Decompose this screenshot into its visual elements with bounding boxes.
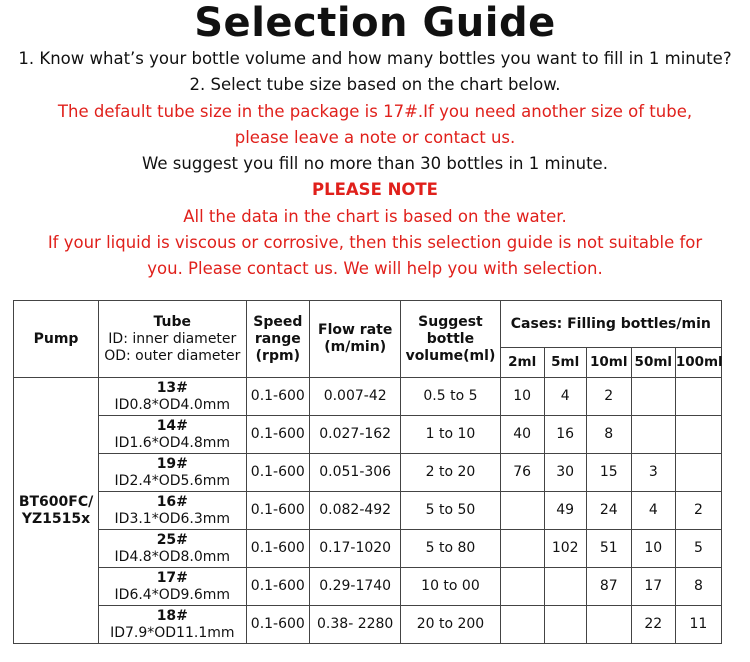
speed-cell: 0.1-600	[246, 378, 310, 416]
case-cell-10ml: 15	[586, 454, 631, 492]
case-cell-10ml: 8	[586, 416, 631, 454]
bottle-volume-cell: 5 to 80	[401, 530, 500, 568]
table-header-row	[14, 301, 722, 348]
case-cell-5ml: 16	[544, 416, 586, 454]
case-cell-50ml	[631, 416, 675, 454]
tube-size: ID3.1*OD6.3mm	[114, 510, 231, 527]
case-cell-50ml: 4	[631, 492, 675, 530]
selection-table	[13, 300, 722, 644]
header-speed	[246, 301, 310, 378]
pump-model-line: YZ1515x	[21, 510, 91, 527]
tube-number: 25#	[156, 531, 188, 548]
case-cell-2ml	[500, 568, 544, 606]
header-tube-title: Tube	[153, 313, 192, 330]
flow-rate-cell: 0.051-306	[310, 454, 401, 492]
header-cases: Cases: Filling bottles/min	[500, 301, 721, 348]
table-row	[14, 492, 722, 530]
suggestion-line: We suggest you fill no more than 30 bottles in 1 minute.	[142, 154, 608, 174]
instruction-line: 2. Select tube size based on the chart below.	[189, 75, 561, 95]
page-title: Selection Guide	[194, 0, 556, 46]
tube-size: ID7.9*OD11.1mm	[110, 624, 235, 641]
speed-cell: 0.1-600	[246, 530, 310, 568]
tube-number: 14#	[156, 417, 188, 434]
water-note: All the data in the chart is based on the water.	[183, 206, 567, 226]
flow-rate-cell: 0.17-1020	[310, 530, 401, 568]
case-cell-10ml	[586, 606, 631, 644]
speed-cell: 0.1-600	[246, 416, 310, 454]
tube-size: ID1.6*OD4.8mm	[114, 434, 231, 451]
tube-number: 17#	[156, 569, 188, 586]
speed-cell: 0.1-600	[246, 492, 310, 530]
case-cell-5ml: 102	[544, 530, 586, 568]
tube-size: ID4.8*OD8.0mm	[114, 548, 231, 565]
instruction-line: 1. Know what’s your bottle volume and how many bottles you want to fill in 1 minute?	[18, 49, 732, 68]
flow-rate-cell: 0.007-42	[310, 378, 401, 416]
header-case-2ml: 2ml	[500, 348, 544, 378]
case-cell-50ml: 22	[631, 606, 675, 644]
bottle-volume-cell: 10 to 00	[401, 568, 500, 606]
case-cell-5ml	[544, 568, 586, 606]
tube-number: 18#	[156, 607, 188, 624]
case-cell-2ml	[500, 530, 544, 568]
header-flow-1: Flow rate	[318, 322, 393, 338]
case-cell-2ml: 40	[500, 416, 544, 454]
tube-number: 19#	[156, 455, 188, 472]
viscous-note: If your liquid is viscous or corrosive, then this selection guide is not suitable for	[47, 233, 703, 253]
tube-size: ID2.4*OD5.6mm	[114, 472, 231, 489]
case-cell-100ml: 11	[675, 606, 721, 644]
header-tube-od: OD: outer diameter	[104, 347, 241, 364]
case-cell-100ml: 5	[675, 530, 721, 568]
tube-cell	[99, 416, 247, 454]
tube-size: ID6.4*OD9.6mm	[114, 586, 231, 603]
case-cell-5ml: 49	[544, 492, 586, 530]
bottle-volume-cell: 5 to 50	[401, 492, 500, 530]
header-case-5ml: 5ml	[544, 348, 586, 378]
bottle-volume-cell: 20 to 200	[401, 606, 500, 644]
header-case-50ml: 50ml	[631, 348, 675, 378]
default-tube-note: The default tube size in the package is 17#.If you need another size of tube,	[57, 101, 693, 121]
case-cell-50ml: 17	[631, 568, 675, 606]
header-suggest-3: volume(ml)	[405, 347, 496, 364]
header-flow	[310, 301, 401, 378]
case-cell-50ml	[631, 378, 675, 416]
case-cell-2ml	[500, 606, 544, 644]
flow-rate-cell: 0.082-492	[310, 492, 401, 530]
bottle-volume-cell: 1 to 10	[401, 416, 500, 454]
tube-number: 13#	[156, 379, 188, 396]
header-tube	[99, 301, 247, 378]
bottle-volume-cell: 0.5 to 5	[401, 378, 500, 416]
case-cell-100ml	[675, 454, 721, 492]
header-speed-1: Speed	[253, 313, 303, 330]
tube-size: ID0.8*OD4.0mm	[114, 396, 231, 413]
table-row	[14, 378, 722, 416]
pump-model-line: BT600FC/	[18, 493, 94, 510]
case-cell-50ml: 3	[631, 454, 675, 492]
case-cell-10ml: 24	[586, 492, 631, 530]
header-speed-3: (rpm)	[255, 347, 300, 364]
flow-rate-cell: 0.027-162	[310, 416, 401, 454]
table-row	[14, 568, 722, 606]
tube-cell	[99, 568, 247, 606]
tube-cell	[99, 606, 247, 644]
speed-cell: 0.1-600	[246, 606, 310, 644]
case-cell-2ml: 10	[500, 378, 544, 416]
table-row	[14, 606, 722, 644]
contact-note: please leave a note or contact us.	[234, 127, 516, 147]
case-cell-50ml: 10	[631, 530, 675, 568]
bottle-volume-cell: 2 to 20	[401, 454, 500, 492]
header-speed-2: range	[254, 330, 301, 347]
table-row	[14, 454, 722, 492]
case-cell-5ml	[544, 606, 586, 644]
table-row	[14, 530, 722, 568]
case-cell-10ml: 51	[586, 530, 631, 568]
case-cell-2ml	[500, 492, 544, 530]
case-cell-2ml: 76	[500, 454, 544, 492]
tube-number: 16#	[156, 493, 188, 510]
header-tube-id: ID: inner diameter	[108, 330, 237, 347]
header-pump: Pump	[14, 301, 99, 378]
case-cell-100ml: 2	[675, 492, 721, 530]
tube-cell	[99, 530, 247, 568]
case-cell-100ml	[675, 378, 721, 416]
header-case-10ml: 10ml	[586, 348, 631, 378]
case-cell-5ml: 30	[544, 454, 586, 492]
viscous-note-cont: you. Please contact us. We will help you with selection.	[147, 259, 603, 279]
tube-cell	[99, 454, 247, 492]
flow-rate-cell: 0.38- 2280	[310, 606, 401, 644]
header-case-100ml: 100ml	[675, 348, 721, 378]
case-cell-10ml: 87	[586, 568, 631, 606]
tube-cell	[99, 378, 247, 416]
header-flow-2: (m/min)	[324, 339, 387, 355]
table-row	[14, 416, 722, 454]
case-cell-5ml: 4	[544, 378, 586, 416]
tube-cell	[99, 492, 247, 530]
pump-model-cell	[14, 378, 99, 644]
case-cell-10ml: 2	[586, 378, 631, 416]
speed-cell: 0.1-600	[246, 568, 310, 606]
flow-rate-cell: 0.29-1740	[310, 568, 401, 606]
header-suggest	[401, 301, 500, 378]
instructions	[0, 46, 750, 283]
header-suggest-1: Suggest	[418, 313, 483, 330]
speed-cell: 0.1-600	[246, 454, 310, 492]
case-cell-100ml	[675, 416, 721, 454]
header-suggest-2: bottle	[426, 330, 475, 347]
case-cell-100ml: 8	[675, 568, 721, 606]
please-note-heading: PLEASE NOTE	[312, 180, 438, 200]
